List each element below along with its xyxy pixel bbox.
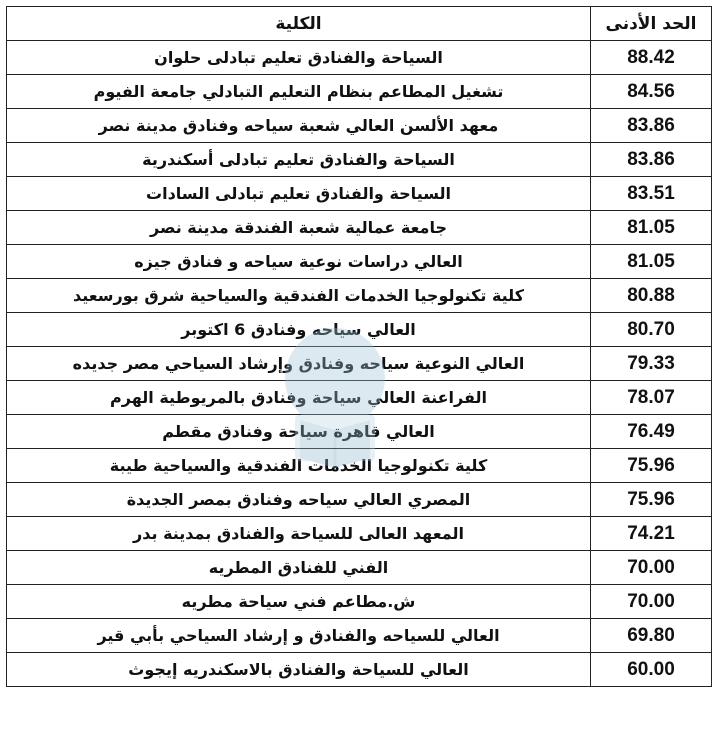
min-score-cell: 81.05 <box>591 211 712 245</box>
min-score-cell: 69.80 <box>591 619 712 653</box>
college-cell: العالي للسياحه والفنادق و إرشاد السياحي بأبي قير <box>7 619 591 653</box>
college-cell: العالي سياحه وفنادق 6 اكتوبر <box>7 313 591 347</box>
college-cell: الفني للفنادق المطريه <box>7 551 591 585</box>
table-row <box>7 279 712 313</box>
min-score-cell: 78.07 <box>591 381 712 415</box>
college-cell: العالي للسياحة والفنادق بالاسكندريه إيجوث <box>7 653 591 687</box>
college-cell: تشغيل المطاعم بنظام التعليم التبادلي جامعة الفيوم <box>7 75 591 109</box>
min-score-cell: 80.70 <box>591 313 712 347</box>
admission-table-sheet <box>6 6 712 687</box>
min-score-cell: 84.56 <box>591 75 712 109</box>
college-cell: كلية تكنولوجيا الخدمات الفندقية والسياحية طيبة <box>7 449 591 483</box>
min-score-cell: 80.88 <box>591 279 712 313</box>
table-header-row <box>7 7 712 41</box>
table-row <box>7 109 712 143</box>
college-cell: العالي دراسات نوعية سياحه و فنادق جيزه <box>7 245 591 279</box>
table-row <box>7 619 712 653</box>
table-row <box>7 551 712 585</box>
college-cell: السياحة والفنادق تعليم تبادلى السادات <box>7 177 591 211</box>
table-row <box>7 211 712 245</box>
college-cell: العالي النوعية سياحه وفنادق وإرشاد السياحي مصر جديده <box>7 347 591 381</box>
min-score-cell: 83.86 <box>591 143 712 177</box>
table-row <box>7 483 712 517</box>
min-score-cell: 83.86 <box>591 109 712 143</box>
table-row <box>7 449 712 483</box>
table-row <box>7 653 712 687</box>
table-row <box>7 41 712 75</box>
table-row <box>7 381 712 415</box>
college-cell: ش.مطاعم فني سياحة مطريه <box>7 585 591 619</box>
min-score-cell: 83.51 <box>591 177 712 211</box>
table-row <box>7 177 712 211</box>
table-row <box>7 585 712 619</box>
min-score-cell: 70.00 <box>591 551 712 585</box>
admission-table <box>6 6 712 687</box>
table-row <box>7 75 712 109</box>
college-cell: جامعة عمالية شعبة الفندقة مدينة نصر <box>7 211 591 245</box>
college-cell: العالي قاهرة سياحة وفنادق مقطم <box>7 415 591 449</box>
min-score-cell: 79.33 <box>591 347 712 381</box>
table-row <box>7 313 712 347</box>
table-row <box>7 143 712 177</box>
header-min-score: الحد الأدنى <box>591 7 712 41</box>
table-row <box>7 415 712 449</box>
min-score-cell: 74.21 <box>591 517 712 551</box>
college-cell: المصري العالي سياحه وفنادق بمصر الجديدة <box>7 483 591 517</box>
table-row <box>7 245 712 279</box>
table-row <box>7 347 712 381</box>
min-score-cell: 75.96 <box>591 449 712 483</box>
college-cell: السياحة والفنادق تعليم تبادلى حلوان <box>7 41 591 75</box>
college-cell: الفراعنة العالي سياحة وفنادق بالمريوطية الهرم <box>7 381 591 415</box>
college-cell: معهد الألسن العالي شعبة سياحه وفنادق مدينة نصر <box>7 109 591 143</box>
college-cell: كلية تكنولوجيا الخدمات الفندقية والسياحية شرق بورسعيد <box>7 279 591 313</box>
min-score-cell: 60.00 <box>591 653 712 687</box>
min-score-cell: 70.00 <box>591 585 712 619</box>
college-cell: المعهد العالى للسياحة والفنادق بمدينة بدر <box>7 517 591 551</box>
table-row <box>7 517 712 551</box>
min-score-cell: 75.96 <box>591 483 712 517</box>
min-score-cell: 81.05 <box>591 245 712 279</box>
min-score-cell: 88.42 <box>591 41 712 75</box>
min-score-cell: 76.49 <box>591 415 712 449</box>
college-cell: السياحة والفنادق تعليم تبادلى أسكندرية <box>7 143 591 177</box>
header-college: الكلية <box>7 7 591 41</box>
